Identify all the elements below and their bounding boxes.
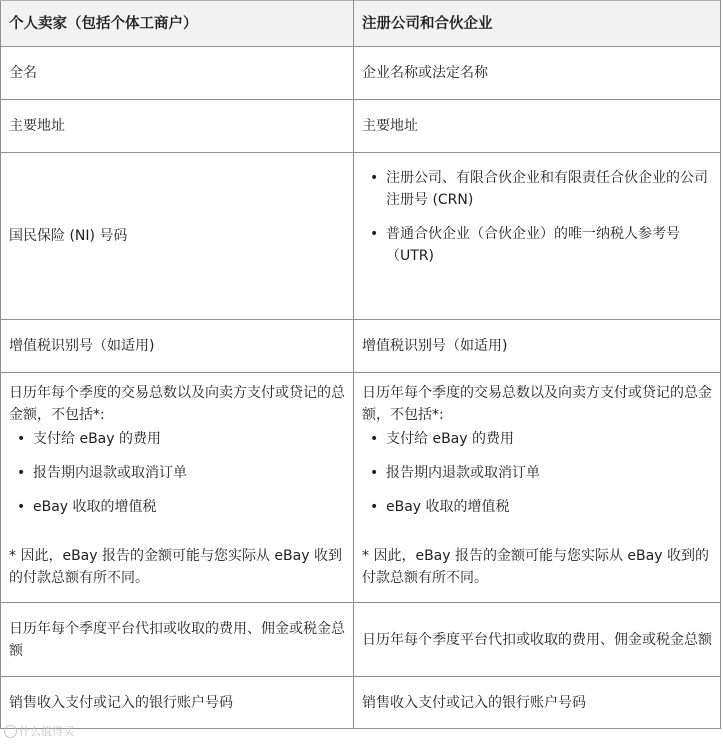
footnote: * 因此，eBay 报告的金额可能与您实际从 eBay 收到的付款总额有所不同。 xyxy=(9,548,342,586)
cell-fees-commissions: 日历年每个季度平台代扣或收取的费用、佣金或税金总额 xyxy=(354,603,721,677)
header-companies-partnerships: 注册公司和合伙企业 xyxy=(354,1,721,47)
footnote: * 因此，eBay 报告的金额可能与您实际从 eBay 收到的付款总额有所不同。 xyxy=(362,548,709,586)
header-individual-seller: 个人卖家（包括个体工商户） xyxy=(1,1,354,47)
cell-main-address: 主要地址 xyxy=(354,100,721,153)
table-row xyxy=(1,373,721,603)
list-item: • eBay 收取的增值税 xyxy=(33,496,345,518)
cell-bank-account: 销售收入支付或记入的银行账户号码 xyxy=(1,677,354,729)
cell-vat-number: 增值税识别号（如适用) xyxy=(1,320,354,373)
list-item: • 报告期内退款或取消订单 xyxy=(33,462,345,484)
table-row xyxy=(1,320,721,373)
cell-transaction-totals xyxy=(354,373,721,603)
cell-full-name: 全名 xyxy=(1,47,354,100)
cell-main-address: 主要地址 xyxy=(1,100,354,153)
cell-fees-commissions: 日历年每个季度平台代扣或收取的费用、佣金或税金总额 xyxy=(1,603,354,677)
watermark xyxy=(4,723,74,739)
table-row xyxy=(1,677,721,729)
cell-bank-account: 销售收入支付或记入的银行账户号码 xyxy=(354,677,721,729)
cell-business-name: 企业名称或法定名称 xyxy=(354,47,721,100)
watermark-logo-icon xyxy=(4,725,17,738)
table-row xyxy=(1,100,721,153)
table-row xyxy=(1,47,721,100)
list-item: • 注册公司、有限合伙企业和有限责任合伙企业的公司注册号 (CRN) xyxy=(386,167,712,211)
bullet-list xyxy=(9,428,345,518)
cell-ni-number: 国民保险 (NI) 号码 xyxy=(1,153,354,320)
bullet-list xyxy=(362,167,712,267)
watermark-text: 什么值得买 xyxy=(19,725,74,738)
list-item: • eBay 收取的增值税 xyxy=(386,496,712,518)
cell-registration-numbers xyxy=(354,153,721,320)
cell-intro-text: 日历年每个季度的交易总数以及向卖方支付或贷记的总金额，不包括*: xyxy=(9,385,345,423)
table-row xyxy=(1,603,721,677)
cell-transaction-totals xyxy=(1,373,354,603)
cell-intro-text: 日历年每个季度的交易总数以及向卖方支付或贷记的总金额，不包括*: xyxy=(362,385,712,423)
list-item: • 支付给 eBay 的费用 xyxy=(386,428,712,450)
list-item: • 支付给 eBay 的费用 xyxy=(33,428,345,450)
bullet-list xyxy=(362,428,712,518)
table-row xyxy=(1,153,721,320)
table-header-row xyxy=(1,1,721,47)
list-item: • 普通合伙企业（合伙企业）的唯一纳税人参考号（UTR) xyxy=(386,223,712,267)
list-item: • 报告期内退款或取消订单 xyxy=(386,462,712,484)
cell-vat-number: 增值税识别号（如适用) xyxy=(354,320,721,373)
